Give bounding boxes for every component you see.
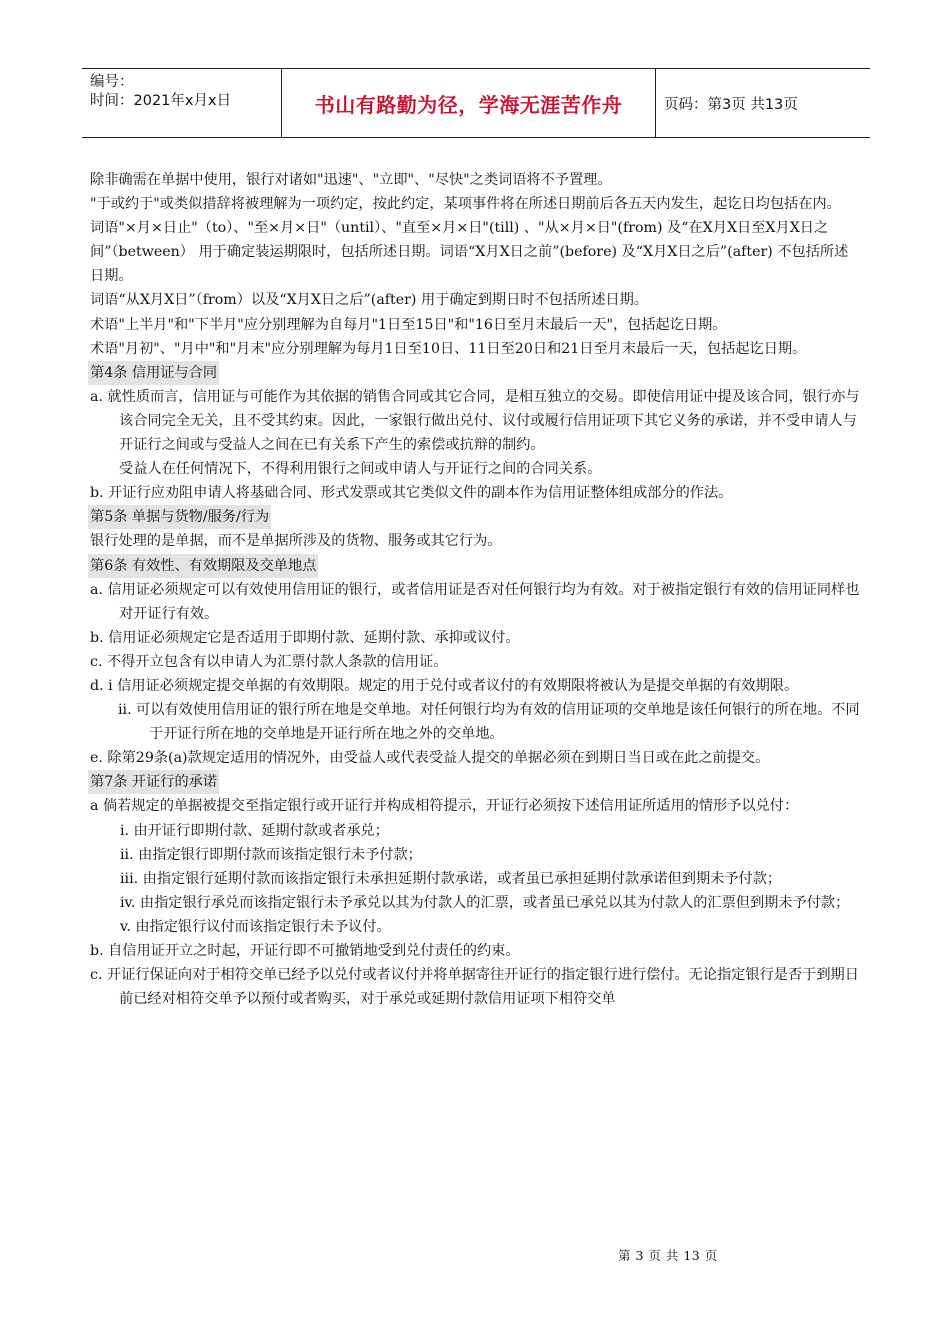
- clause-4a: a. 就性质而言，信用证与可能作为其依据的销售合同或其它合同，是相互独立的交易。即使信用证中提及该合同，银行亦与该合同完全无关，且不受其约束。因此，一家银行做出兑付、议付或履行信用证项下其它义务的承诺，并不受申请人与开证行之间或与受益人之间在已有关系下产生的索偿或抗辩的制约。: [90, 388, 860, 454]
- paragraph: 词语“从X月X日”（from）以及“X月X日之后”(after) 用于确定到期日时不包括所述日期。: [90, 292, 648, 309]
- clause-4a-note: 受益人在任何情况下，不得利用银行之间或申请人与开证行之间的合同关系。: [119, 461, 602, 478]
- paragraph: 术语"上半月"和"下半月"应分别理解为自每月"1日至15日"和"16日至月末最后一天"，包括起讫日期。: [90, 316, 727, 333]
- clause-5: 银行处理的是单据，而不是单据所涉及的货物、服务或其它行为。: [90, 533, 502, 550]
- clause-7b: b. 自信用证开立之时起，开证行即不可撤销地受到兑付责任的约束。: [90, 943, 520, 959]
- clause-6b: b. 信用证必须规定它是否适用于即期付款、延期付款、承抑或议付。: [90, 629, 520, 646]
- clause-6d-i: d. i 信用证必须规定提交单据的有效期限。规定的用于兑付或者议付的有效期限将被认为是提交单据的有效期限。: [90, 677, 799, 694]
- clause-7a-v: v. 由指定银行议付而该指定银行未予议付。: [120, 918, 391, 935]
- clause-6a: a. 信用证必须规定可以有效使用信用证的银行，或者信用证是否对任何银行均为有效。对于被指定银行有效的信用证同样也对开证行有效。: [90, 581, 860, 622]
- clause-7a-i: i. 由开证行即期付款、延期付款或者承兑；: [120, 822, 389, 839]
- page-footer: 第 3 页 共 13 页: [618, 1248, 718, 1263]
- paragraph: 除非确需在单据中使用，银行对诸如"迅速"、"立即"、"尽快"之类词语将不予置理。: [90, 172, 612, 188]
- section-heading-art5: 第5条 单据与货物/服务/行为: [88, 505, 271, 529]
- paragraph: "于或约于"或类似措辞将被理解为一项约定，按此约定，某项事件将在所述日期前后各五天内发生，起讫日均包括在内。: [90, 196, 841, 213]
- clause-7a-iv: iv. 由指定银行承兑而该指定银行未予承兑以其为付款人的汇票，或者虽已承兑以其为付款人的汇票但到期未予付款；: [120, 894, 850, 911]
- clause-6e: e. 除第29条(a)款规定适用的情况外，由受益人或代表受益人提交的单据必须在到期日当日或在此之前提交。: [90, 750, 770, 767]
- clause-6c: c. 不得开立包含有以申请人为汇票付款人条款的信用证。: [90, 653, 448, 670]
- document-header: [82, 68, 870, 138]
- document-body: [90, 168, 862, 1011]
- clause-7a: a 倘若规定的单据被提交至指定银行或开证行并构成相符提示，开证行必须按下述信用证所适用的情形予以兑付：: [90, 798, 799, 815]
- clause-7a-iii: iii. 由指定银行延期付款而该指定银行未承担延期付款承诺，或者虽已承担延期付款承诺但到期未予付款；: [120, 870, 782, 887]
- paragraph: 词语"×月×日止"（to）、"至×月×日"（until）、"直至×月×日"(till) 、"从×月×日"(from) 及“在X月X日至X月X日之间”（between） 用于确定装运期限时，包括所述日期。词语“X月X日之前”(before) 及“X月X日之后”(after) 不包括所述日期。: [90, 220, 849, 285]
- page-info: 页码：第3页 共13页: [664, 96, 798, 113]
- clause-7a-ii: ii. 由指定银行即期付款而该指定银行未予付款；: [120, 846, 422, 863]
- header-meta: [82, 69, 282, 137]
- section-heading-art7: 第7条 开证行的承诺: [88, 770, 219, 794]
- clause-6d-ii: ii. 可以有效使用信用证的银行所在地是交单地。对任何银行均为有效的信用证项的交单地是该任何银行的所在地。不同于开证行所在地的交单地是开证行所在地之外的交单地。: [118, 702, 860, 743]
- number-label: 编号：: [90, 74, 134, 90]
- motto: 书山有路勤为径，学海无涯苦作舟: [282, 69, 656, 137]
- clause-4b: b. 开证行应劝阻申请人将基础合同、形式发票或其它类似文件的副本作为信用证整体组成部分的作法。: [90, 485, 733, 502]
- date-label: 时间：2021年x月x日: [90, 93, 232, 109]
- section-heading-art4: 第4条 信用证与合同: [88, 361, 219, 385]
- paragraph: 术语"月初"、"月中"和"月末"应分别理解为每月1日至10日、11日至20日和21日至月末最后一天，包括起讫日期。: [90, 340, 807, 357]
- clause-7c: c. 开证行保证向对于相符交单已经予以兑付或者议付并将单据寄往开证行的指定银行进行偿付。无论指定银行是否于到期日前已经对相符交单予以预付或者购买，对于承兑或延期付款信用证项下相符交单: [90, 967, 859, 1008]
- section-heading-art6: 第6条 有效性、有效期限及交单地点: [88, 554, 318, 578]
